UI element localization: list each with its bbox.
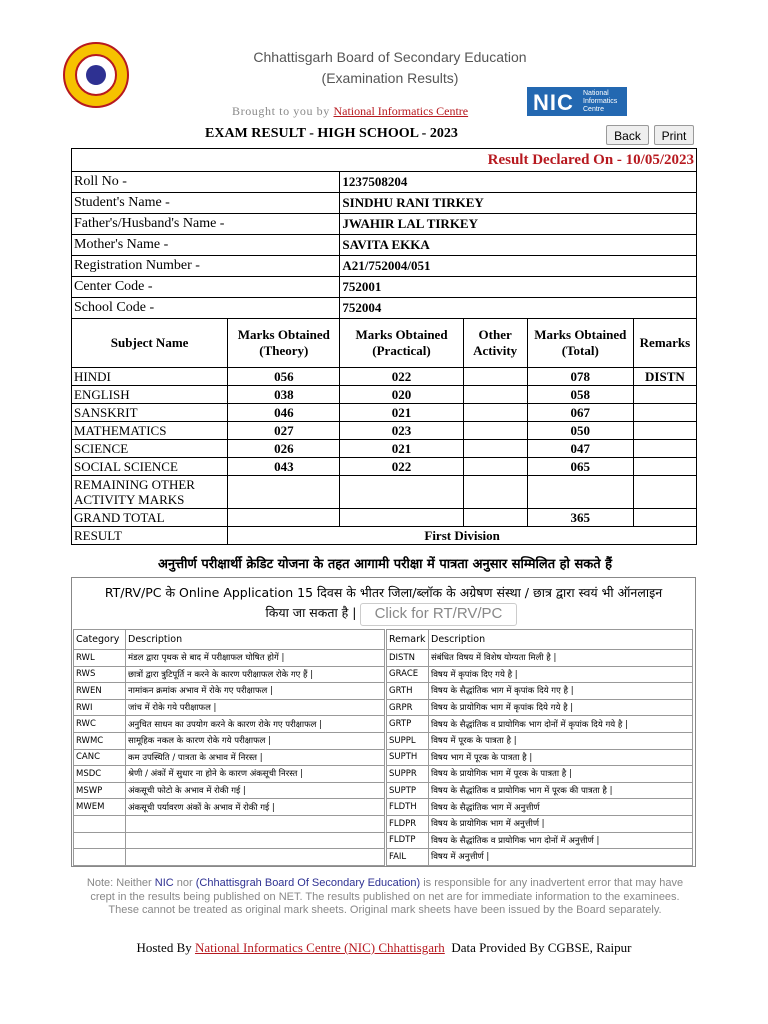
note-board: (Chhattisgrah Board Of Secondary Education) bbox=[195, 877, 421, 889]
brought-by-text: Brought to you by bbox=[232, 104, 330, 118]
table-row bbox=[387, 815, 693, 832]
subject-name: HINDI bbox=[72, 368, 228, 386]
rt-rv-pc-link[interactable]: Click for RT/RV/PC bbox=[360, 603, 517, 626]
board-subtitle: (Examination Results) bbox=[321, 70, 459, 86]
left-code: MSDC bbox=[74, 766, 126, 783]
table-row bbox=[387, 699, 693, 716]
right-description: विषय में कृपांक दिए गये है | bbox=[429, 666, 693, 683]
total-marks: 050 bbox=[527, 422, 633, 440]
right-header-cell: Description bbox=[429, 630, 693, 650]
right-code: FLDTH bbox=[387, 799, 429, 816]
practical-marks: 020 bbox=[340, 386, 463, 404]
subject-name: SANSKRIT bbox=[72, 404, 228, 422]
info-row-school bbox=[72, 298, 697, 319]
right-code: DISTN bbox=[387, 650, 429, 667]
subject-name: SCIENCE bbox=[72, 440, 228, 458]
left-code bbox=[74, 832, 126, 849]
left-description bbox=[126, 815, 385, 832]
other-marks bbox=[463, 404, 527, 422]
other-marks bbox=[463, 368, 527, 386]
info-row-student bbox=[72, 193, 697, 214]
table-row bbox=[74, 666, 385, 683]
table-row bbox=[72, 422, 697, 440]
table-row bbox=[74, 716, 385, 733]
result-label: RESULT bbox=[72, 527, 228, 545]
right-code: GRTP bbox=[387, 716, 429, 733]
right-code: FAIL bbox=[387, 849, 429, 866]
right-description: विषय के सैद्धांतिक व प्रायोगिक भाग दोनों में अनुत्तीर्ण | bbox=[429, 832, 693, 849]
note-nor: nor bbox=[176, 877, 193, 889]
left-description: मंडल द्वारा पृथक से बाद में परीक्षाफल घोषित होगें | bbox=[126, 650, 385, 667]
table-row bbox=[387, 683, 693, 700]
table-row bbox=[74, 650, 385, 667]
info-row-father bbox=[72, 214, 697, 235]
table-row bbox=[74, 699, 385, 716]
nic-logo-line3: Centre bbox=[583, 106, 605, 113]
info-label: Student's Name - bbox=[72, 193, 340, 214]
back-button[interactable]: Back bbox=[606, 125, 649, 145]
table-row bbox=[74, 832, 385, 849]
table-row bbox=[74, 766, 385, 783]
right-code: SUPPR bbox=[387, 766, 429, 783]
table-row bbox=[72, 440, 697, 458]
total-marks: 058 bbox=[527, 386, 633, 404]
left-description: अंकसूची पर्यावरण अंकों के अभाव में रोकी गई | bbox=[126, 799, 385, 816]
right-description: संबंधित विषय में विशेष योग्यता मिली है | bbox=[429, 650, 693, 667]
right-description: विषय के प्रायोगिक भाग में पूरक के पात्रता है | bbox=[429, 766, 693, 783]
data-provided-text: Data Provided By CGBSE, Raipur bbox=[451, 940, 632, 955]
info-label: Father's/Husband's Name - bbox=[72, 214, 340, 235]
result-table bbox=[71, 148, 697, 545]
table-row bbox=[387, 732, 693, 749]
col-remarks: Remarks bbox=[633, 319, 696, 368]
theory-marks: 056 bbox=[228, 368, 340, 386]
subject-remarks bbox=[633, 404, 696, 422]
right-description: विषय के सैद्धांतिक व प्रायोगिक भाग में पूरक की पात्रता है | bbox=[429, 782, 693, 799]
subject-name: SOCIAL SCIENCE bbox=[72, 458, 228, 476]
table-row bbox=[387, 766, 693, 783]
col-practical: Marks Obtained (Practical) bbox=[340, 319, 463, 368]
left-description: छात्रों द्वारा त्रुटिपूर्ति न करने के कारण परीक्षाफल रोके गए हैं | bbox=[126, 666, 385, 683]
right-code: SUPPL bbox=[387, 732, 429, 749]
info-value: 752004 bbox=[340, 298, 697, 319]
table-row bbox=[387, 650, 693, 667]
right-code: FLDPR bbox=[387, 815, 429, 832]
info-value: JWAHIR LAL TIRKEY bbox=[340, 214, 697, 235]
left-description: श्रेणी / अंकों में सुधार ना होने के कारण अंकसूची निरस्त | bbox=[126, 766, 385, 783]
info-label: Center Code - bbox=[72, 277, 340, 298]
marks-header-row bbox=[72, 319, 697, 368]
grand-total-row bbox=[72, 509, 697, 527]
info-row-center bbox=[72, 277, 697, 298]
left-description: सामूहिक नकल के कारण रोके गये परीक्षाफल | bbox=[126, 732, 385, 749]
subject-name: MATHEMATICS bbox=[72, 422, 228, 440]
credit-scheme-note: अनुत्तीर्ण परीक्षार्थी क्रेडिट योजना के तहत आगामी परीक्षा में पात्रता अनुसार सम्मिलित हो सकते हैं bbox=[157, 557, 613, 572]
info-label: School Code - bbox=[72, 298, 340, 319]
col-total: Marks Obtained (Total) bbox=[527, 319, 633, 368]
grand-total-value: 365 bbox=[527, 509, 633, 527]
application-text-2: किया जा सकता है | bbox=[265, 605, 357, 620]
nic-logo-text: NIC bbox=[533, 90, 574, 115]
subject-name: ENGLISH bbox=[72, 386, 228, 404]
note-prefix: Note: Neither bbox=[86, 877, 152, 889]
right-code: FLDTP bbox=[387, 832, 429, 849]
right-header-row bbox=[387, 630, 693, 650]
info-label: Mother's Name - bbox=[72, 235, 340, 256]
table-row bbox=[74, 849, 385, 866]
nic-link[interactable]: National Informatics Centre bbox=[333, 104, 469, 118]
subject-remarks: DISTN bbox=[633, 368, 696, 386]
subject-remarks bbox=[633, 386, 696, 404]
table-row bbox=[387, 849, 693, 866]
result-declared-date: Result Declared On - 10/05/2023 bbox=[72, 149, 697, 172]
table-row bbox=[387, 749, 693, 766]
right-description: विषय में अनुत्तीर्ण | bbox=[429, 849, 693, 866]
practical-marks: 021 bbox=[340, 404, 463, 422]
theory-marks: 038 bbox=[228, 386, 340, 404]
total-marks: 078 bbox=[527, 368, 633, 386]
right-code: GRACE bbox=[387, 666, 429, 683]
other-marks bbox=[463, 440, 527, 458]
total-marks: 067 bbox=[527, 404, 633, 422]
table-row bbox=[72, 404, 697, 422]
info-label: Roll No - bbox=[72, 172, 340, 193]
left-code: RWS bbox=[74, 666, 126, 683]
right-description: विषय में पूरक के पात्रता है | bbox=[429, 732, 693, 749]
other-marks bbox=[463, 422, 527, 440]
right-header-cell: Remark bbox=[387, 630, 429, 650]
info-row-mother bbox=[72, 235, 697, 256]
practical-marks: 023 bbox=[340, 422, 463, 440]
nic-logo-line2: Informatics bbox=[583, 98, 618, 105]
subject-remarks bbox=[633, 440, 696, 458]
info-label: Registration Number - bbox=[72, 256, 340, 277]
page-header bbox=[0, 0, 768, 120]
table-row bbox=[74, 799, 385, 816]
result-division: First Division bbox=[228, 527, 697, 545]
left-code: RWL bbox=[74, 650, 126, 667]
right-description: विषय के सैद्धांतिक भाग में कृपांक दिये गए है | bbox=[429, 683, 693, 700]
page-footer bbox=[0, 940, 768, 956]
left-code: MSWP bbox=[74, 782, 126, 799]
print-button[interactable]: Print bbox=[654, 125, 694, 145]
left-code: RWC bbox=[74, 716, 126, 733]
subject-remarks bbox=[633, 422, 696, 440]
theory-marks: 026 bbox=[228, 440, 340, 458]
nic-logo-line1: National bbox=[583, 90, 609, 97]
category-codes-table bbox=[73, 629, 385, 866]
remaining-activity-row bbox=[72, 476, 697, 509]
application-text: RT/RV/PC के Online Application 15 दिवस के भीतर जिला/ब्लॉक के अग्रेषण संस्था / छात्र द्वारा स्वयं भी ऑनलाइन bbox=[104, 585, 663, 600]
table-row bbox=[74, 749, 385, 766]
info-value: A21/752004/051 bbox=[340, 256, 697, 277]
nic-chhattisgarh-link[interactable]: National Informatics Centre (NIC) Chhattisgarh bbox=[194, 940, 445, 955]
remaining-activity-label: REMAINING OTHER ACTIVITY MARKS bbox=[72, 476, 228, 509]
table-row bbox=[74, 683, 385, 700]
right-description: विषय के सैद्धांतिक भाग में अनुत्तीर्ण bbox=[429, 799, 693, 816]
hosted-by-text: Hosted By bbox=[136, 940, 192, 955]
left-header-row bbox=[74, 630, 385, 650]
left-description: अंकसूची फोटो के अभाव में रोकी गई | bbox=[126, 782, 385, 799]
exam-title: EXAM RESULT - HIGH SCHOOL - 2023 bbox=[205, 126, 458, 141]
left-code: RWEN bbox=[74, 683, 126, 700]
practical-marks: 022 bbox=[340, 458, 463, 476]
table-row bbox=[387, 716, 693, 733]
right-description: विषय के सैद्धांतिक व प्रायोगिक भाग दोनों में कृपांक दिये गये है | bbox=[429, 716, 693, 733]
table-row bbox=[387, 832, 693, 849]
left-code: RWMC bbox=[74, 732, 126, 749]
col-subject: Subject Name bbox=[72, 319, 228, 368]
right-description: विषय के प्रायोगिक भाग में अनुत्तीर्ण | bbox=[429, 815, 693, 832]
right-code: GRPR bbox=[387, 699, 429, 716]
left-code: CANC bbox=[74, 749, 126, 766]
table-row bbox=[387, 799, 693, 816]
left-header-cell: Category bbox=[74, 630, 126, 650]
brought-by-line bbox=[232, 104, 468, 119]
info-value: SAVITA EKKA bbox=[340, 235, 697, 256]
total-marks: 065 bbox=[527, 458, 633, 476]
col-theory: Marks Obtained (Theory) bbox=[228, 319, 340, 368]
note-nic: NIC bbox=[154, 877, 174, 889]
cgbse-emblem-icon bbox=[63, 42, 129, 108]
left-description: कम उपस्थिति / पात्रता के अभाव में निरस्त | bbox=[126, 749, 385, 766]
left-header-cell: Description bbox=[126, 630, 385, 650]
remark-codes-table bbox=[386, 629, 693, 866]
board-title bbox=[230, 47, 550, 89]
left-description: जांच में रोके गये परीक्षाफल | bbox=[126, 699, 385, 716]
table-row bbox=[72, 386, 697, 404]
table-row bbox=[72, 368, 697, 386]
right-description: विषय भाग में पूरक के पात्रता है | bbox=[429, 749, 693, 766]
nic-logo-icon bbox=[527, 87, 627, 116]
right-code: SUPTH bbox=[387, 749, 429, 766]
left-description bbox=[126, 849, 385, 866]
info-value: 752001 bbox=[340, 277, 697, 298]
right-code: SUPTP bbox=[387, 782, 429, 799]
left-code bbox=[74, 849, 126, 866]
grand-total-label: GRAND TOTAL bbox=[72, 509, 228, 527]
subject-remarks bbox=[633, 458, 696, 476]
col-other: Other Activity bbox=[463, 319, 527, 368]
left-description: अनुचित साधन का उपयोग करने के कारण रोके गए परीक्षाफल | bbox=[126, 716, 385, 733]
practical-marks: 022 bbox=[340, 368, 463, 386]
table-row bbox=[72, 458, 697, 476]
table-row bbox=[74, 815, 385, 832]
left-code bbox=[74, 815, 126, 832]
info-value: SINDHU RANI TIRKEY bbox=[340, 193, 697, 214]
practical-marks: 021 bbox=[340, 440, 463, 458]
result-row bbox=[72, 527, 697, 545]
info-row-roll bbox=[72, 172, 697, 193]
theory-marks: 027 bbox=[228, 422, 340, 440]
note-rest: is responsible for any inadvertent error that may have crept in the results being published on NET. The results published on net are for immediate information to the examinees. These cannot be treated as original mark sheets. Original mark sheets have been issued by the Board separately. bbox=[90, 877, 684, 916]
table-row bbox=[74, 732, 385, 749]
other-marks bbox=[463, 386, 527, 404]
left-description: नामांकन क्रमांक अभाव में रोके गए परीक्षाफल | bbox=[126, 683, 385, 700]
table-row bbox=[74, 782, 385, 799]
table-row bbox=[387, 666, 693, 683]
left-code: MWEM bbox=[74, 799, 126, 816]
info-value: 1237508204 bbox=[340, 172, 697, 193]
theory-marks: 046 bbox=[228, 404, 340, 422]
right-code: GRTH bbox=[387, 683, 429, 700]
info-row-registration bbox=[72, 256, 697, 277]
total-marks: 047 bbox=[527, 440, 633, 458]
left-description bbox=[126, 832, 385, 849]
disclaimer-note bbox=[80, 877, 690, 918]
theory-marks: 043 bbox=[228, 458, 340, 476]
table-row bbox=[387, 782, 693, 799]
right-description: विषय के प्रायोगिक भाग में कृपांक दिये गये है | bbox=[429, 699, 693, 716]
board-name: Chhattisgarh Board of Secondary Education bbox=[253, 49, 527, 65]
other-marks bbox=[463, 458, 527, 476]
left-code: RWI bbox=[74, 699, 126, 716]
